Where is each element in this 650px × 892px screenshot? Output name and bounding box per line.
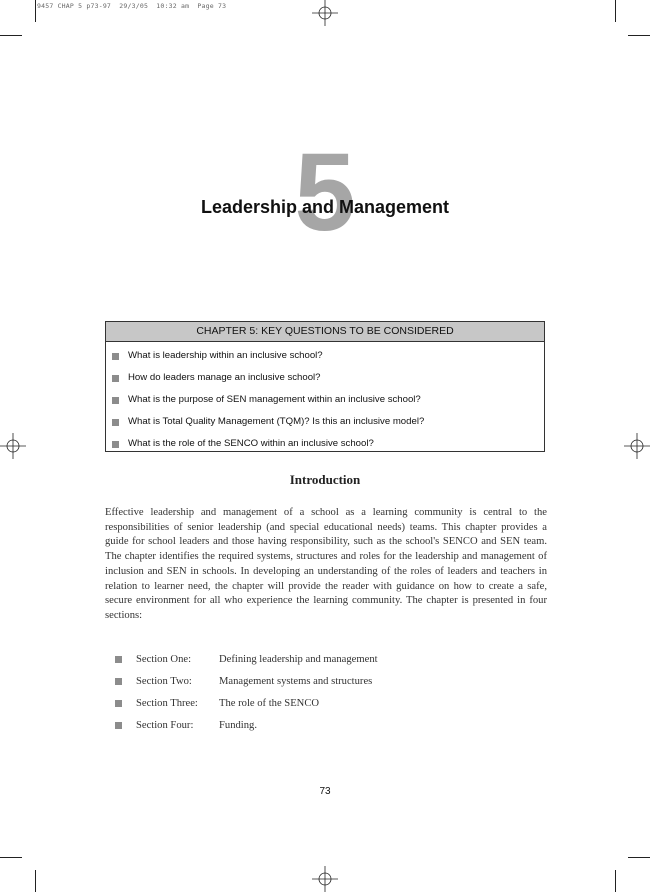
chapter-title: Leadership and Management — [200, 197, 450, 217]
question-text: What is the purpose of SEN management within an inclusive school? — [128, 394, 421, 405]
section-name: Section Four: — [136, 719, 194, 731]
crop-mark-top-left-h — [0, 35, 22, 36]
section-description: Defining leadership and management — [219, 653, 378, 665]
section-name: Section Two: — [136, 675, 192, 687]
question-text: What is Total Quality Management (TQM)? Is this an inclusive model? — [128, 416, 425, 427]
list-item — [112, 367, 544, 389]
list-item — [115, 648, 378, 670]
crop-mark-bottom-left-h — [0, 857, 22, 858]
introduction-paragraph: Effective leadership and management of a school as a learning community is central to the responsibilities of senior leadership (and special educational needs) teams. This chapter provides a guide for school leaders and those having responsibility, such as the school's SENCO and SEN team. The chapter identifies the required systems, structures and roles for the leadership and management of inclusion and SEN in schools. In developing an understanding of the roles of leaders and teachers in relation to learner need, the chapter will provide the reader with guidance on how to create a safe, secure environment for all who experience the learning community. The chapter is presented in four sections: — [105, 507, 547, 621]
registration-mark-top-icon — [312, 0, 338, 26]
registration-mark-bottom-icon — [312, 866, 338, 892]
key-questions-box — [105, 321, 545, 452]
list-item — [112, 433, 544, 455]
section-description: The role of the SENCO — [219, 697, 320, 709]
square-bullet-icon — [112, 397, 119, 404]
list-item — [115, 670, 378, 692]
crop-mark-top-left-v — [35, 0, 36, 22]
key-questions-list — [106, 342, 544, 455]
square-bullet-icon — [115, 656, 122, 663]
list-item — [115, 714, 378, 736]
registration-mark-right-icon — [624, 433, 650, 459]
crop-mark-bottom-left-v — [35, 870, 36, 892]
question-text: What is leadership within an inclusive school? — [128, 350, 323, 361]
section-description: Funding. — [219, 719, 257, 731]
list-item — [115, 692, 378, 714]
page-number: 73 — [319, 786, 331, 797]
introduction-heading: Introduction — [289, 472, 361, 487]
square-bullet-icon — [115, 722, 122, 729]
square-bullet-icon — [115, 700, 122, 707]
list-item — [112, 411, 544, 433]
crop-mark-bottom-right-h — [628, 857, 650, 858]
section-description: Management systems and structures — [219, 675, 373, 687]
list-item — [112, 345, 544, 367]
crop-mark-top-right-v — [615, 0, 616, 22]
printer-slug: 9457 CHAP 5 p73-97 29/3/05 10:32 am Page 73 — [37, 2, 227, 10]
key-questions-heading: CHAPTER 5: KEY QUESTIONS TO BE CONSIDERED — [106, 322, 544, 342]
section-name: Section Three: — [136, 697, 198, 709]
square-bullet-icon — [115, 678, 122, 685]
sections-list — [115, 648, 378, 736]
section-name: Section One: — [136, 653, 192, 665]
crop-mark-bottom-right-v — [615, 870, 616, 892]
question-text: What is the role of the SENCO within an inclusive school? — [128, 438, 374, 449]
square-bullet-icon — [112, 441, 119, 448]
question-text: How do leaders manage an inclusive school? — [128, 372, 321, 383]
registration-mark-left-icon — [0, 433, 26, 459]
square-bullet-icon — [112, 419, 119, 426]
square-bullet-icon — [112, 375, 119, 382]
list-item — [112, 389, 544, 411]
chapter-number: 5 — [294, 131, 356, 254]
square-bullet-icon — [112, 353, 119, 360]
crop-mark-top-right-h — [628, 35, 650, 36]
